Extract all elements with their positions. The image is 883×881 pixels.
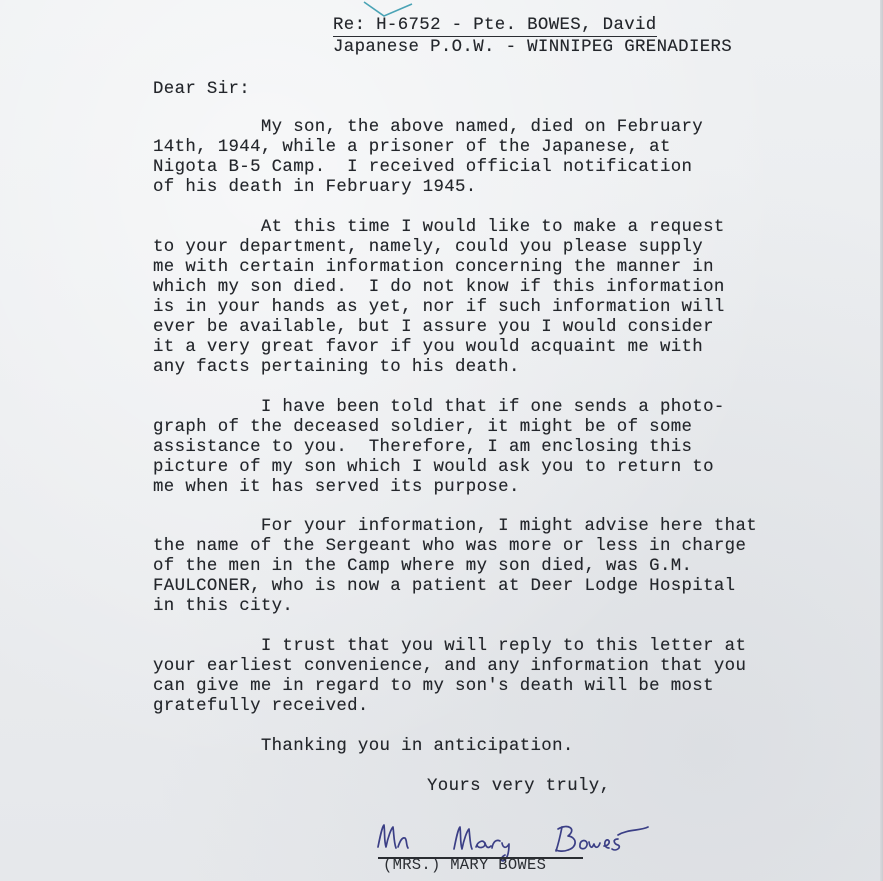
closing-line: Yours very truly, (427, 777, 611, 796)
paragraph-line: me when it has served its purpose. (153, 478, 520, 497)
paragraph-line: picture of my son which I would ask you to return to (153, 458, 714, 477)
typed-signature-name: (MRS.) MARY BOWES (383, 856, 547, 874)
paragraph-line: I have been told that if one sends a photo- (153, 398, 725, 417)
salutation: Dear Sir: (153, 80, 251, 99)
paragraph-line: is in your hands as yet, nor if such information will (153, 298, 725, 317)
paragraph-line: At this time I would like to make a request (153, 218, 725, 237)
paragraph-line: of the men in the Camp where my son died, was G.M. (153, 557, 693, 576)
paragraph-line: For your information, I might advise here that (153, 517, 758, 536)
reference-line-1: Re: H-6752 - Pte. BOWES, David (333, 16, 657, 35)
paragraph-line: FAULCONER, who is now a patient at Deer Lodge Hospital (153, 577, 736, 596)
paragraph-line: can give me in regard to my son's death will be most (153, 677, 714, 696)
paragraph-line: Nigota B-5 Camp. I received official notification (153, 158, 693, 177)
paragraph-line: which my son died. I do not know if this information (153, 278, 725, 297)
paragraph-line: your earliest convenience, and any information that you (153, 657, 747, 676)
paragraph-line: any facts pertaining to his death. (153, 358, 520, 377)
closing-thanks: Thanking you in anticipation. (153, 737, 574, 756)
paragraph-line: I trust that you will reply to this letter at (153, 637, 747, 656)
paragraph-line: the name of the Sergeant who was more or less in charge (153, 537, 747, 556)
paragraph-line: gratefully received. (153, 697, 369, 716)
reference-line-2: Japanese P.O.W. - WINNIPEG GRENADIERS (333, 38, 733, 57)
paragraph-line: it a very great favor if you would acquaint me with (153, 338, 704, 357)
paragraph-line: to your department, namely, could you please supply (153, 238, 704, 257)
paragraph-line: graph of the deceased soldier, it might be of some (153, 418, 693, 437)
paragraph-line: My son, the above named, died on February (153, 118, 704, 137)
paragraph-line: in this city. (153, 597, 294, 616)
paragraph-line: assistance to you. Therefore, I am enclosing this (153, 438, 693, 457)
paragraph-line: ever be available, but I assure you I would consider (153, 318, 714, 337)
paragraph-line: of his death in February 1945. (153, 178, 477, 197)
paragraph-line: me with certain information concerning the manner in (153, 258, 714, 277)
paragraph-line: 14th, 1944, while a prisoner of the Japanese, at (153, 138, 671, 157)
